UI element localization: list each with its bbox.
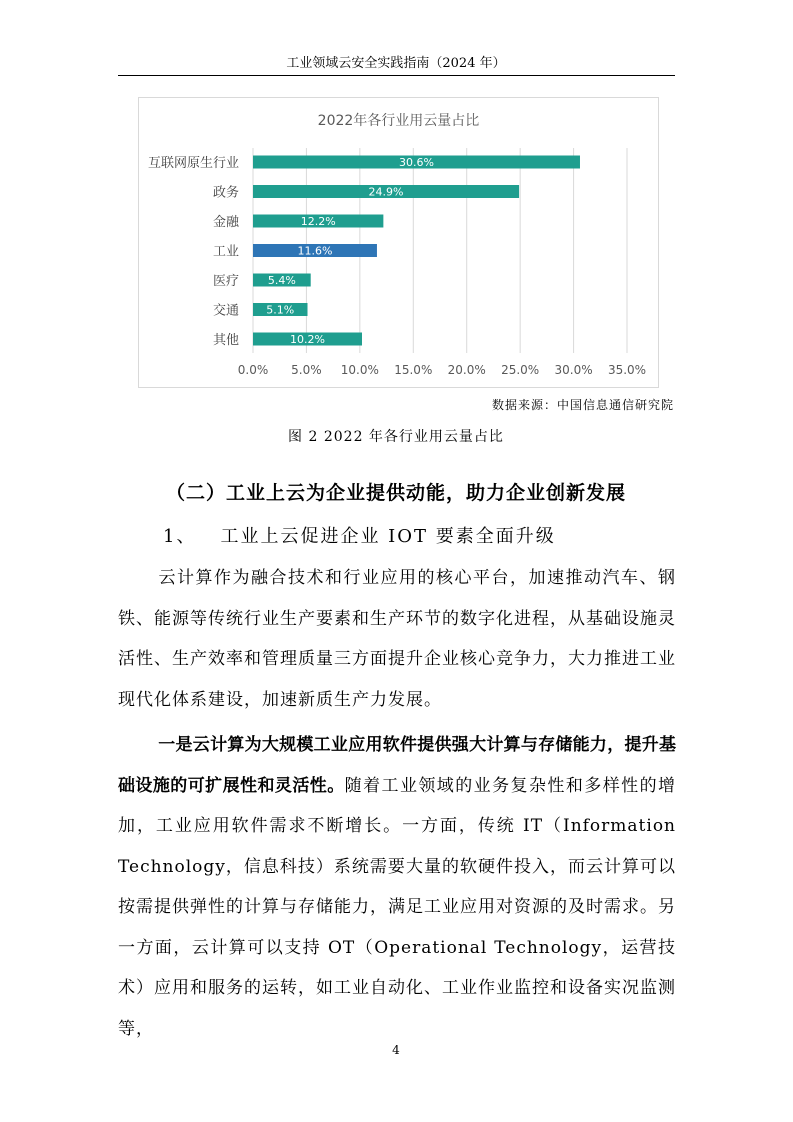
page-number: 4	[392, 1043, 400, 1057]
paragraph-2-text: 随着工业领域的业务复杂性和多样性的增加，工业应用软件需求不断增长。一方面，传统 IT（Information Technology，信息科技）系统需要大量的软硬件投入，而云计算可以按需提供弹性的计算与存储能力，满足工业应用对资源的及时需求。另一方面，云计算可以支持 OT（Operational Technology，运营技术）应用和服务的运转，如工业自动化、工业作业监控和设备实况监测等，	[118, 775, 677, 1039]
category-label: 工业	[212, 244, 239, 260]
paragraph-1-text: 云计算作为融合技术和行业应用的核心平台，加速推动汽车、钢铁、能源等传统行业生产要素和生产环节的数字化进程，从基础设施灵活性、生产效率和管理质量三方面提升企业核心竞争力，大力推进工业现代化体系建设，加速新质生产力发展。	[118, 568, 676, 710]
x-tick-label: 10.0%	[340, 363, 379, 377]
category-label: 政务	[212, 185, 239, 201]
data-label: 30.6%	[399, 156, 434, 169]
data-label: 10.2%	[290, 333, 325, 346]
x-tick-label: 15.0%	[394, 363, 433, 377]
data-label: 11.6%	[297, 244, 333, 258]
paragraph-1	[118, 558, 676, 720]
data-label: 24.9%	[368, 185, 404, 199]
paragraph-2	[118, 725, 676, 1049]
x-tick-label: 30.0%	[554, 363, 593, 377]
header-rule	[118, 75, 675, 76]
x-tick-label: 20.0%	[447, 363, 486, 377]
sub-heading	[163, 522, 556, 548]
running-header: 工业领域云安全实践指南（2024 年）	[286, 56, 506, 71]
data-label: 5.1%	[266, 303, 295, 317]
category-label: 互联网原生行业	[147, 156, 239, 171]
category-label: 交通	[212, 303, 239, 319]
figure-caption: 图 2 2022 年各行业用云量占比	[288, 429, 504, 445]
x-tick-label: 5.0%	[291, 363, 322, 377]
x-tick-label: 25.0%	[501, 363, 540, 377]
category-label: 金融	[212, 215, 239, 230]
chart-source: 数据来源：中国信息通信研究院	[491, 398, 674, 412]
category-label: 其他	[212, 333, 239, 348]
bar-chart	[139, 98, 658, 387]
data-label: 12.2%	[300, 215, 336, 228]
sub-heading-number: 1、	[163, 526, 197, 547]
chart-title: 2022年各行业用云量占比	[317, 113, 480, 129]
chart-container	[138, 97, 659, 388]
x-tick-label: 0.0%	[237, 363, 269, 377]
paragraph-2-bold-text: 一是云计算为大规模工业应用软件提供强大计算与存储能力，提升基础设施的可扩展性和灵活性。	[118, 735, 676, 796]
section-heading: （二）工业上云为企业提供动能，助力企业创新发展	[165, 482, 626, 504]
sub-heading-title: 工业上云促进企业 IOT 要素全面升级	[220, 526, 556, 547]
x-tick-label: 35.0%	[607, 363, 647, 377]
category-label: 医疗	[212, 274, 239, 289]
data-label: 5.4%	[267, 274, 296, 287]
